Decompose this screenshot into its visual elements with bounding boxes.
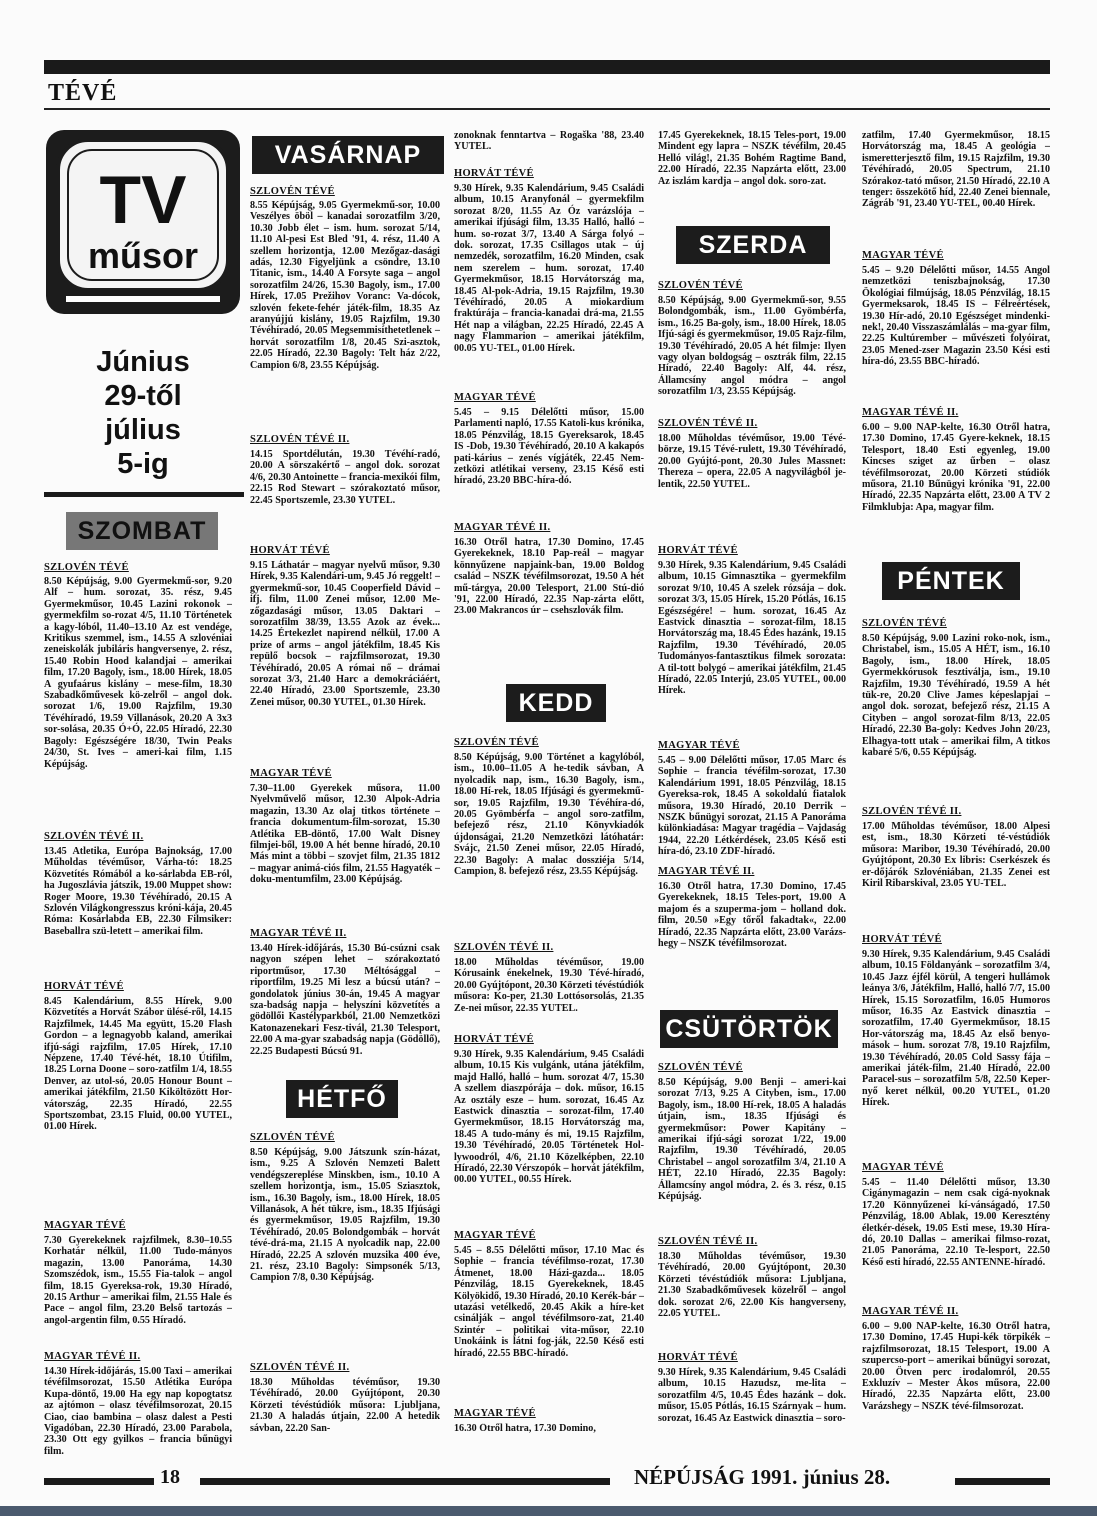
bottom-strip — [0, 1506, 1097, 1516]
section-title: TÉVÉ — [48, 80, 118, 106]
channel-heading: HORVÁT TÉVÉ — [658, 1352, 738, 1363]
channel-heading: SZLOVÉN TÉVÉ — [44, 562, 129, 573]
channel-heading: HORVÁT TÉVÉ — [454, 1034, 534, 1045]
program-text: 6.00 – 9.00 NAP-kelte, 16.30 Ötről hatra, 17.30 Domino, 17.45 Hupi-kék törpikék – rajzfilmsorozat, 18.15 Telesport, 19.00 A szupercso-port – amerikai bűnügyi sorozat, 20.00 Ötven perc irodalomról, 20.55 Exkluzív – Mester Ákos műsora, 22.00 Híradó, 22.35 Napzárta előtt, 23.00 Varázshegy – NSZK tévé-filmsorozat. — [862, 1321, 1050, 1412]
channel-heading: HORVÁT TÉVÉ — [862, 934, 942, 945]
channel-heading: MAGYAR TÉVÉ — [862, 1162, 944, 1173]
program-text: 16.30 Ötről hatra, 17.30 Domino, 17.45 Gyerekeknek, 18.10 Pap-reál – magyar könnyűzene napjaink-ban, 19.00 Boldog család – NSZK tévéfilmsorozat, 19.50 A hét mű-tárgya, 20.00 Telesport, 21.00 Stú-dió '91, 22.00 Híradó, 22.35 Nap-zárta előtt, 23.00 Makrancos úr – csehszlovák film. — [454, 537, 644, 617]
channel-heading: HORVÁT TÉVÉ — [658, 545, 738, 556]
channel-heading: MAGYAR TÉVÉ II. — [250, 928, 347, 939]
channel-heading: SZLOVÉN TÉVÉ II. — [250, 434, 350, 445]
program-text: 9.30 Hírek, 9.35 Kalendárium, 9.45 Családi album, 10.15 Kis vulgánk, utána játékfilm, majd Halló, halló – hum. sorozat 4/7, 15.30 A szellem diaszpórája – dok. műsor, 16.15 Az osztály esze – hum. sorozat, 16.45 Az Eastwick dinasztia – sorozat-film, 17.40 Gyermekműsor, 18.15 Horvátország ma, 18.45 A tudo-mány és mi, 19.15 Rajzfilm, 19.30 Tévéhíradó, 20.05 Történetek Hol-lywoodról, 4/6, 21.10 Közelképben, 22.10 Híradó, 22.30 Vérszopók – horvát játékfilm, 00.00 YUTEL, 00.55 Hírek. — [454, 1049, 644, 1186]
program-text: 8.55 Képújság, 9.05 Gyermekmű-sor, 10.00 Veszélyes öböl – kanadai sorozatfilm 3/20, 10.30 Jobb élet – ism. hum. sorozat 5/14, 11.10 Al-pesi Est Bled '91, 4. rész, 11.40 A szellem horizontja, 12.00 Mezőgaz-dasági adás, 12.30 Figyeljünk a csöndre, 13.10 Titanic, ism., 14.40 A Forsyte saga – angol sorozatfilm 24/26, 15.30 Bagoly, ism., 17.00 Hírek, 17.05 Prežihov Voranc: Va-dócok, szlovén fekete-fehér játék-film, 18.35 Az aranyújjú kislány, 19.05 Rajzfilm, 19.30 Tévéhíradó, 20.05 Megsemmisíthetetlenek – horvát sorozatfilm 1/8, 20.45 Szi-asztok, 22.05 Híradó, 22.30 Bagoly: Telt ház 2/22, Campion 6/8, 23.55 Képújság. — [250, 200, 440, 371]
program-text: 18.30 Műholdas tévéműsor, 19.30 Tévéhíradó, 20.00 Gyújtópont, 20.30 Körzeti tévéstúdiók műsora: Ljubljana, 21.30 Szabadkőművesek közelről – angol dok. sorozat 2/6, 22.00 Kis hangverseny, 22.05 YUTEL. — [658, 1251, 846, 1320]
footer-rule-middle — [200, 1478, 610, 1485]
footer-rule-right — [955, 1478, 1050, 1485]
channel-heading: SZLOVÉN TÉVÉ — [862, 618, 947, 629]
program-text: zonoknak fenntartva – Rogaška '88, 23.40 YUTEL. — [454, 130, 644, 153]
program-text: 8.50 Képújság, 9.00 Lazini roko-nok, ism., Christabel, ism., 15.05 A HÉT, ism., 16.10 Bagoly, ism., 18.00 Hírek, 18.05 Gyermekkórusok fesztiválja, ism., 19.10 Rajzfilm, 19.30 Tévéhíradó, 19.59 A hét tük-re, 20.20 Clive James képeslapjai – angol dok. sorozat, befejező rész, 21.15 A Cityben – angol sorozat-film 8/13, 22.05 Híradó, 22.30 Ba-goly: Kedves John 20/23, Elhagya-tott utak – amerikai film, A titkos kabaré 5/6, 0.55 Képújság. — [862, 633, 1050, 759]
column-rule — [44, 492, 244, 497]
channel-heading: SZLOVÉN TÉVÉ — [250, 1132, 335, 1143]
channel-heading: SZLOVÉN TÉVÉ II. — [658, 1236, 758, 1247]
program-text: 14.30 Hírek-időjárás, 15.00 Taxi – amerikai tévéfilmsorozat, 15.50 Atlétika Európa Kupa-döntő, 19.00 Ha egy nap kopogtatsz az ajtómon – olasz tévéfilmsorozat, 20.15 Ciao, ciao bambina – olasz dalest a Pesti Vigadóban, 22.30 Híradó, 23.00 Parabola, 23.30 Ott egy gyilkos – francia bűnügyi film. — [44, 1366, 232, 1457]
channel-heading: SZLOVÉN TÉVÉ II. — [44, 831, 144, 842]
channel-heading: SZLOVÉN TÉVÉ II. — [658, 418, 758, 429]
channel-heading: MAGYAR TÉVÉ — [862, 250, 944, 261]
logo-tv-text: TV — [99, 162, 187, 238]
channel-heading: MAGYAR TÉVÉ II. — [454, 522, 551, 533]
program-text: 6.00 – 9.00 NAP-kelte, 16.30 Ötről hatra, 17.30 Domino, 17.45 Gyere-keknek, 18.15 Telesport, 18.40 Esti egyenleg, 19.00 Kincses sziget az űrben – olasz tévéfilmsorozat, 20.00 Körzeti stúdiók műsora, 21.10 Bűnügyi krónika '91, 22.00 Híradó, 22.35 Napzárta előtt, 23.00 A TV 2 Filmklubja: Apa, magyar film. — [862, 422, 1050, 513]
day-sunday: VASÁRNAP — [252, 136, 444, 174]
program-text: 16.30 Ötről hatra, 17.30 Domino, 17.45 Gyerekeknek, 18.15 Teles-port, 19.00 A majom és a szuperma-jom – holland dok. film, 20.50 »Egy tőről fakadtak«, 22.00 Híradó, 22.35 Napzárta előtt, 23.00 Varázs-hegy – NSZK tévéfilmsorozat. — [658, 881, 846, 950]
date-line-2: 29-től — [104, 380, 182, 412]
program-text: 9.15 Láthatár – magyar nyelvű műsor, 9.30 Hírek, 9.35 Kalendári-um, 9.45 Jó reggelt! – gyermekmű-sor, 10.45 Cooperfield Dávid – ifj. film, 11.00 Zenei műsor, 12.00 Me-zőgazdasági műsor, 13.05 Daktari – sorozatfilm 38/39, 13.55 Azok az évek... 14.25 Értekezlet napirend nélkül, 17.00 A prize of arms – angol játékfilm, 18.45 Kis repülő bocsok – rajzfilmsorozat, 19.30 Tévéhíradó, 20.05 A római nő – drámai sorozat 3/3, 21.40 Harc a demokráciáért, 22.40 Híradó, 23.00 Sportszemle, 23.30 Zenei műsor, 00.30 YUTEL, 01.30 Hírek. — [250, 560, 440, 708]
top-rule — [44, 60, 1050, 74]
program-text: 5.45 – 9.00 Délelőtti műsor, 17.05 Marc és Sophie – francia tévéfilm-sorozat, 17.30 Kalendárium 1991, 18.05 Pénzvilág, 18.15 Gyereksa-rok, 18.45 A sokoldalú fiatalok műsora, 19.30 Híradó, 20.10 Derrik – NSZK bűnügyi sorozat, 21.15 A Panoráma különkiadása: Magyar tragédia – Vajdaság 1944, 22.20 Létkérdések, 23.05 Késő esti híra-dó, 23.10 ZDF-híradó. — [658, 755, 846, 858]
date-line-4: 5-ig — [117, 448, 169, 480]
day-friday: PÉNTEK — [882, 562, 1020, 600]
channel-heading: MAGYAR TÉVÉ — [454, 1230, 536, 1241]
channel-heading: MAGYAR TÉVÉ — [44, 1220, 126, 1231]
program-text: 13.45 Atletika, Európa Bajnokság, 17.00 Műholdas tévéműsor, Várha-tó: 18.25 Közvetítés Rómából a ko-sárlabda EB-ról, ha Jugoszlávia játszik, 19.00 Muppet show: Roger Moore, 19.30 Tévéhíradó, 20.15 A Szlovén Világkongresszus króni-kája, 20.45 Róma: Kosárlabda EB, 22.30 Filmsiker: Baseballra szü-letett – amerikai film. — [44, 846, 232, 937]
header-underline — [44, 108, 1050, 110]
tv-logo — [44, 128, 242, 316]
channel-heading: HORVÁT TÉVÉ — [250, 545, 330, 556]
program-text: 18.30 Műholdas tévéműsor, 19.30 Tévéhíradó, 20.00 Gyújtópont, 20.30 Körzeti tévéstúdiók műsora: Ljubljana, 21.30 A haladás útjain, 22.00 A hetedik sávban, 22.20 San- — [250, 1377, 440, 1434]
date-line-3: július — [105, 414, 181, 446]
program-text: 5.45 – 8.55 Délelőtti műsor, 17.10 Mac és Sophie – francia tévéfilmso-rozat, 17.30 Átmenet, 18.00 Házi-gazda... 18.05 Pénzvilág, 18.15 Gyerekeknek, 18.45 Kölyökidő, 19.30 Híradó, 20.10 Kerék-bár – utazási vetélkedő, 20.45 Akik a híre-ket csinálják – angol tévéfilmsoro-zat, 21.40 Szintér – politikai vita-műsor, 22.10 Unokáink is látni fog-ják, 22.50 Késő esti híradó, 22.55 BBC-híradó. — [454, 1245, 644, 1359]
program-text: 5.45 – 11.40 Délelőtti műsor, 13.30 Cigánymagazin – nem csak cigá-nyoknak 17.20 Könnyűzenei kí-vánságadó, 17.50 Pénzvilág, 18.00 Ablak, 19.00 Keresztény életkér-dések, 19.05 Esti mese, 19.30 Híra-dó, 20.10 Dallas – amerikai filmso-rozat, 21.05 Panoráma, 22.10 Te-lesport, 22.50 Késő esti híradó, 22.55 ANTENNE-híradó. — [862, 1177, 1050, 1268]
day-monday: HÉTFŐ — [286, 1080, 398, 1118]
program-text: 9.30 Hírek, 9.35 Kalendárium, 9.45 Családi album, 10.15 Hazudsz, me-lita – sorozatfilm 4/5, 10.45 Édes hazánk – dok. műsor, 15.05 Pótlás, 16.15 Szárnyak – hum. sorozat, 16.45 Az Eastwick dinasztia – soro- — [658, 1367, 846, 1424]
program-text: 9.30 Hírek, 9.35 Kalendárium, 9.45 Családi album, 10.15 Aranyfonál – gyermekfilm sorozat 8/20, 11.55 Az Óz varázslója – amerikai ifjúsági film, 13.35 Halló, halló – hum. so-rozat 3/7, 13.40 A Sárga folyó – dok. sorozat, 17.35 Csillagos utak – új nemzedék, sorozatfilm, 16.20 Minden, csak nem szerelem – hum. sorozat, 17.40 Gyermekműsor, 18.15 Horvátország ma, 18.45 Al-pok-Adria, 19.15 Rajzfilm, 19.30 Tévéhíradó, 20.05 A miokardium fraktúrája – francia-kanadai drá-ma, 21.55 Hét nap a világban, 22.25 Híradó, 22.45 A nagy Flammarion – amerikai játékfilm, 00.05 YU-TEL, 01.00 Hírek. — [454, 183, 644, 354]
day-tuesday: KEDD — [506, 684, 606, 722]
program-text: 7.30 Gyerekeknek rajzfilmek, 8.30–10.55 Korhatár nélkül, 11.00 Tudo-mányos magazin, 13.00 Panoráma, 14.30 Szomszédok, ism., 15.55 Fia-talok – angol film, 18.15 Gyereksa-rok, 19.30 Híradó, 20.15 Arthur – amerikai film, 21.55 Hale és Pace – angol film, 23.20 Belső tartozás – angol-argentin film, 0.55 Híradó. — [44, 1235, 232, 1326]
channel-heading: MAGYAR TÉVÉ II. — [44, 1351, 141, 1362]
program-text: 7.30–11.00 Gyerekek műsora, 11.00 Nyelvművelő műsor, 12.30 Alpok-Adria magazin, 13.30 Az olaj titkos története – francia dokumentum-film-sorozat, 15.30 Atlétika EB-döntő, 17.00 Walt Disney filmjei-ből, 19.00 A hét benne híradó, 20.10 Más mint a többi – szovjet film, 21.35 1812 – magyar animá-ciós film, 21.55 Hagyaték – doku-mentumfilm, 23.00 Képújság. — [250, 783, 440, 886]
program-text: 5.45 – 9.15 Délelőtti műsor, 15.00 Parlamenti napló, 17.55 Katoli-kus krónika, 18.05 Pénzvilág, 18.15 Gyereksarok, 18.45 IS -Dob, 19.30 Tévéhíradó, 20.10 A kakapós pati-kárius – zenés vígjáték, 22.45 Nem-zetközi atlétikai verseny, 23.15 Késő esti híradó, 23.20 BBC-híra-dó. — [454, 407, 644, 487]
channel-heading: MAGYAR TÉVÉ — [454, 392, 536, 403]
program-text: 5.45 – 9.20 Délelőtti műsor, 14.55 Angol nemzetközi teniszbajnokság, 17.30 Ökológiai filmújság, 18.05 Pénzvilág, 18.15 Gyermeksarok, 18.45 IS – Félreértések, 19.30 Hír-adó, 20.10 Egészséget mindenki-nek!, 20.40 Visszaszámlálás – ma-gyar film, 22.25 Kultúrember – művészeti folyóirat, 23.05 Mened-zser Magazin 23.50 Kési esti híra-dó, 23.55 BBC-híradó. — [862, 265, 1050, 368]
program-text: 17.45 Gyerekeknek, 18.15 Teles-port, 19.00 Mindent egy lapra – NSZK tévéfilm, 20.45 Helló világ!, 21.35 Bohém Ragtime Band, 22.00 Híradó, 22.35 Napzárta előtt, 23.00 Az iszlám kardja – angol dok. soro-zat. — [658, 130, 846, 187]
day-thursday: CSÜTÖRTÖK — [660, 1010, 838, 1048]
logo-musor-text: műsor — [87, 235, 199, 276]
program-text: 8.50 Képújság, 9.00 Gyermekmű-sor, 9.20 Alf – hum. sorozat, 35. rész, 9.45 Gyermekműsor, 10.45 Lazini rokonok – gyermekfilm so-rozat 4/5, 11.10 Történetek a kagy-lóból, 11.40–13.10 Az est vendége, Kritikus szemmel, ism., 14.55 A szlovéniai zeneiskolák jubiláris hangversenye, 2. rész, 15.40 Robin Hood kalandjai – amerikai film, 17.20 Bagoly, ism., 18.00 Hírek, 18.05 A gyufaárus kislány – mese-film, 18.30 Szabadkőművesek kö-zelről – angol dok. sorozat 1/6, 19.00 Rajzfilm, 19.30 Tévéhíradó, 19.59 Villanások, 20.20 A 3x3 sor-solása, 20.35 Ó+Ó, 22.05 Híradó, 22.30 Bagoly: Egészségére 18/30, Twin Peaks 24/30, St. Ives – ameri-kai film, 1.15 Képújság. — [44, 576, 232, 770]
channel-heading: SZLOVÉN TÉVÉ — [658, 1062, 743, 1073]
channel-heading: HORVÁT TÉVÉ — [44, 981, 124, 992]
date-line-1: Június — [96, 346, 190, 378]
channel-heading: HORVÁT TÉVÉ — [454, 168, 534, 179]
page-number: 18 — [160, 1466, 180, 1488]
program-text: 16.30 Ötről hatra, 17.30 Domino, — [454, 1423, 596, 1434]
channel-heading: MAGYAR TÉVÉ II. — [658, 866, 755, 877]
program-text: 9.30 Hírek, 9.35 Kalendárium, 9.45 Családi album, 10.15 Földanyánk – sorozatfilm 3/4, 10.45 Jazz éjfél körül, A tengeri hullámok leánya 3/6, Játékfilm, Halló, halló 7/7, 15.00 Hírek, 15.15 Sorozatfilm, 16.05 Humoros műsor, 16.35 Az Eastvick dinasztia – sorozatfilm, 17.40 Gyermekműsor, 18.15 Hor-vátország ma, 18.45 Az első benyo-mások – hum. sorozat 7/8, 19.10 Rajzfilm, 19.30 Tévéhíradó, 20.05 Cold Sassy fája – amerikai játék-film, 21.40 Híradó, 22.00 Paracel-sus – sorozatfilm 5/8, 22.50 Keper-nyő keret nélkül, 00.20 YUTEL, 01.20 Hírek. — [862, 949, 1050, 1109]
footer-rule-left — [44, 1478, 154, 1485]
program-text: 9.30 Hírek, 9.35 Kalendárium, 9.45 Családi album, 10.15 Gimnasztika – gyermekfilm sorozat 9/10, 10.45 A szelek rózsája – dok. sorozat 3/3, 15.05 Hírek, 15.20 Pótlás, 16.15 Egészségére! – hum. sorozat, 16.45 Az Eastvick dinasztia – sorozat-film, 18.15 Horvátország ma, 18.45 Édes hazánk, 19.15 Rajzfilm, 19.30 Tévéhíradó, 20.05 Tudományos-fantasztikus filmek sorozata: A til-tott bolygó – amerikai játékfilm, 21.45 Híradó, 22.05 Interjú, 23.05 YUTEL, 00.00 Hírek. — [658, 560, 846, 697]
channel-heading: SZLOVÉN TÉVÉ — [658, 280, 743, 291]
program-text: 18.00 Műholdas tévéműsor, 19.00 Kórusaink énekelnek, 19.30 Tévé-híradó, 20.00 Gyújtópont, 20.30 Körzeti tévéstúdiók műsora: Ko-per, 21.30 Lottósorsolás, 21.35 Ze-nei műsor, 22.35 YUTEL. — [454, 957, 644, 1014]
date-range — [44, 345, 242, 481]
channel-heading: MAGYAR TÉVÉ II. — [862, 407, 959, 418]
day-wednesday: SZERDA — [676, 226, 830, 264]
program-text: 8.50 Képújság, 9.00 Gyermekmű-sor, 9.55 Bolondgombák, ism., 11.00 Gyömbérfa, ism., 16.25 Ba-goly, ism., 18.00 Hírek, 18.05 Ifjú-sági és gyermekműsor, 19.05 Rajz-film, 19.30 Tévéhíradó, 20.05 A hét filmje: Ilyen vagy olyan boldogság – osztrák film, 22.15 Híradó, 22.40 Bagoly: Alf, 44. rész, Államcsíny angol módra – angol sorozatfilm 1/3, 23.55 Képújság. — [658, 295, 846, 398]
channel-heading: MAGYAR TÉVÉ II. — [862, 1306, 959, 1317]
program-text: 8.45 Kalendárium, 8.55 Hírek, 9.00 Közvetítés a Horvát Szábor ülésé-ről, 14.15 Rajzfilmek, 14.45 Ma együtt, 15.20 Flash Gordon – a legnagyobb kaland, amerikai ifjú-sági rajzfilm, 17.05 Hírek, 17.10 Népzene, 17.40 Tévé-hét, 18.10 Útifilm, 18.25 Lorna Doone – soro-zatfilm 1/4, 18.55 Denver, az utol-só, 20.05 Honour Bount – amerikai játékfilm, 21.50 Kiköltözött Hor-vátország, 22.35 Híradó, 22.55 Sportszombat, 23.15 Fluid, 00.00 YUTEL, 01.00 Hírek. — [44, 996, 232, 1133]
program-text: 17.00 Műholdas tévéműsor, 18.00 Alpesi est, ism., 18.30 Körzeti té-véstúdiók műsora: Maribor, 19.30 Tévéhíradó, 20.00 Gyújtópont, 20.30 Ex libris: Cserkészek és er-dőjárók Szlovéniában, 21.35 Zenei est Kiril Ribarskival, 23.05 YU-TEL. — [862, 821, 1050, 890]
program-text: 14.15 Sportdélután, 19.30 Tévéhí-radó, 20.00 A sörszakértő – angol dok. sorozat 4/6, 20.30 Antoinette – francia-mexikói film, 22.15 Rod Stewart – szórakoztató műsor, 22.45 Sportszemle, 23.30 YUTEL. — [250, 449, 440, 506]
program-text: 13.40 Hírek-időjárás, 15.30 Bú-csúzni csak nagyon szépen lehet – szórakoztató riportműsor, 17.30 Méltósággal – riportfilm, 19.25 Mi lesz a búcsú után? – gondolatok június 30-án, 19.45 A magyar sza-badság napja – helyszíni közvetítés a gödöllői Kastélyparkból, 21.00 Nemzetközi Katonazenekari Fesz-tivál, 21.30 Telesport, 22.00 A ma-gyar szabadság napja (Gödöllő), 22.25 Budapesti Búcsú 91. — [250, 943, 440, 1057]
program-text: 8.50 Képújság, 9.00 Játszunk szín-házat, ism., 9.25 A Szlovén Nemzeti Balett vendégszereplése Minskben, ism., 10.10 A szellem horizontja, ism., 15.05 Sziasztok, ism., 16.30 Bagoly, ism., 18.00 Hírek, 18.05 Villanások, A hét tükre, ism., 18.35 Ifjúsági és gyermekműsor, 19.05 Rajzfilm, 19.30 Tévéhíradó, 20.05 Bolondgombák – horvát tévé-drá-ma, 21.15 A nyolcadik nap, 22.00 Híradó, 22.25 A szlovén muzsika 400 éve, 21. rész, 23.10 Bagoly: Simpsonék 5/13, Campion 7/8, 0.30 Képújság. — [250, 1147, 440, 1284]
channel-heading: SZLOVÉN TÉVÉ — [250, 186, 335, 197]
channel-heading: SZLOVÉN TÉVÉ II. — [862, 806, 962, 817]
channel-heading: SZLOVÉN TÉVÉ II. — [250, 1362, 350, 1373]
program-text: zatfilm, 17.40 Gyermekműsor, 18.15 Horvátország ma, 18.45 A geológia – ismeretterjesztő film, 19.15 Rajzfilm, 19.30 Tévéhíradó, 20.05 Spectrum, 21.10 Szórakoz-tató műsor, 21.50 Híradó, 22.10 A tenger: összekötő híd, 22.40 Zenei biennale, Zágráb '91, 23.40 YU-TEL, 00.40 Hírek. — [862, 130, 1050, 210]
channel-heading: MAGYAR TÉVÉ — [454, 1408, 536, 1419]
program-text: 8.50 Képújság, 9.00 Benji – ameri-kai sorozat 7/13, 9.25 A Cityben, ism., 17.00 Bagoly, ism., 18.00 Hí-rek, 18.05 A haladás útjain, ism., 18.35 Ifjúsági és gyermekműsor: Power Kapitány – amerikai ifjú-sági sorozat 1/22, 19.00 Rajzfilm, 19.30 Tévéhíradó, 20.05 Christabel – angol sorozatfilm 3/4, 21.10 A HÉT, 22.10 Híradó, 22.35 Bagoly: Államcsíny angol módra, 2. és 3. rész, 0.15 Képújság. — [658, 1077, 846, 1203]
channel-heading: SZLOVÉN TÉVÉ II. — [454, 942, 554, 953]
footer-title: NÉPÚJSÁG 1991. június 28. — [634, 1465, 891, 1489]
channel-heading: MAGYAR TÉVÉ — [658, 740, 740, 751]
program-text: 18.00 Műholdas tévéműsor, 19.00 Tévé-börze, 19.15 Tévé-rulett, 19.30 Tévéhíradó, 20.00 Gyújtó-pont, 20.30 Jules Massnet: Thereza – opera, 22.05 A nagyvilágból je-lentik, 22.50 YUTEL. — [658, 433, 846, 490]
program-text: 8.50 Képújság, 9.00 Történet a kagylóból, ism., 10.00–11.05 A he-tedik sávban, A nyolcadik nap, ism., 16.30 Bagoly, ism., 18.00 Hí-rek, 18.05 Ifjúsági és gyermekmű-sor, 19.05 Rajzfilm, 19.30 Tévéhíra-dó, 20.05 Gyömbérfa – angol soro-zatfilm, befejező rész, 21.10 Könyvkiadók újdonságai, 21.20 Nemzetközi látóhatár: Svájc, 21.50 Zenei műsor, 22.05 Híradó, 22.30 Bagoly: A malac dossziéja 5/14, Campion, 8. befejező rész, 23.55 Képújság. — [454, 752, 644, 878]
day-saturday: SZOMBAT — [66, 512, 218, 550]
channel-heading: SZLOVÉN TÉVÉ — [454, 737, 539, 748]
channel-heading: MAGYAR TÉVÉ — [250, 768, 332, 779]
